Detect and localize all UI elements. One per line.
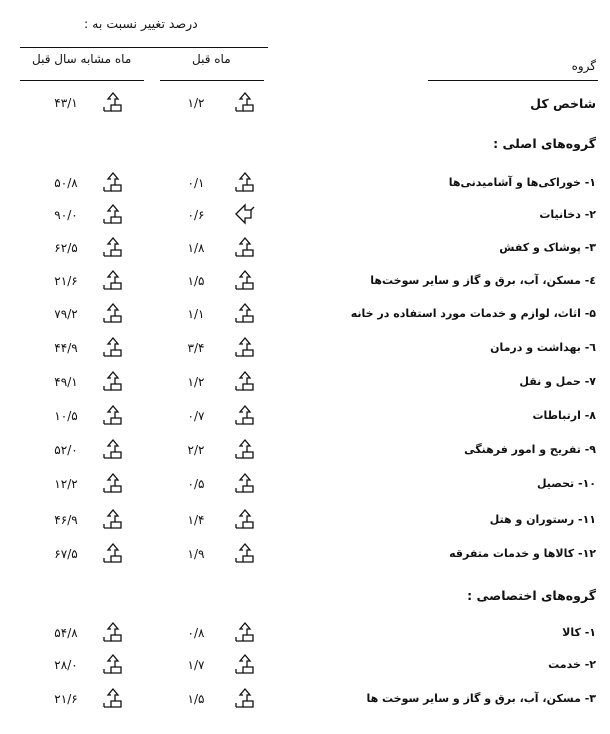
up-arrow-icon: [233, 542, 257, 564]
prev-year-value: ۲۸/۰: [54, 658, 78, 672]
prev-month-value: ۱/۲: [187, 96, 205, 110]
prev-month-value: ۳/۴: [187, 341, 205, 355]
prev-month-value: ۰/۶: [187, 208, 205, 222]
up-arrow-icon: [101, 336, 125, 358]
total-index-label: شاخص کل: [530, 96, 596, 111]
up-arrow-icon: [233, 438, 257, 460]
header-top-rule: [20, 47, 268, 48]
up-arrow-icon: [101, 687, 125, 709]
group-row-label: ۷- حمل و نقل: [519, 375, 596, 388]
group-row-label: ۱۲- کالاها و خدمات متفرقه: [449, 547, 596, 560]
up-arrow-icon: [101, 203, 125, 225]
up-arrow-icon: [233, 508, 257, 530]
main-groups-title: گروه‌های اصلی :: [493, 136, 596, 151]
prev-year-value: ۵۴/۸: [54, 626, 78, 640]
up-arrow-icon: [233, 336, 257, 358]
prev-month-value: ۰/۵: [187, 477, 205, 491]
group-row-label: ۱- خوراکی‌ها و آشامیدنی‌ها: [448, 176, 596, 189]
group-header-rule: [428, 80, 598, 81]
up-arrow-icon: [233, 653, 257, 675]
prev-year-value: ۵۰/۸: [54, 176, 78, 190]
up-arrow-icon: [101, 236, 125, 258]
up-arrow-icon: [233, 472, 257, 494]
up-arrow-icon: [233, 171, 257, 193]
up-arrow-icon: [233, 236, 257, 258]
up-arrow-icon: [233, 91, 257, 113]
group-row-label: ۲- خدمت: [548, 658, 596, 671]
prev-year-value: ۷۹/۲: [54, 307, 78, 321]
prev-month-value: ۱/۲: [187, 375, 205, 389]
prev-year-value: ۴۹/۱: [54, 375, 78, 389]
prev-month-value: ۱/۴: [187, 513, 205, 527]
prev-month-value: ۱/۹: [187, 547, 205, 561]
prev-month-value: ۱/۵: [187, 274, 205, 288]
down-arrow-icon: [233, 203, 257, 225]
up-arrow-icon: [101, 171, 125, 193]
group-row-label: ۳- مسکن، آب، برق و گاز و سایر سوخت ها: [366, 692, 596, 705]
prev-year-value: ۲۱/۶: [54, 274, 78, 288]
group-row-label: ۱- کالا: [562, 626, 596, 639]
prev-month-header-rule: [160, 80, 264, 81]
prev-year-value: ۹۰/۰: [54, 208, 78, 222]
prev-year-value: ۴۴/۹: [54, 341, 78, 355]
prev-month-value: ۱/۸: [187, 241, 205, 255]
prev-year-value: ۶۷/۵: [54, 547, 78, 561]
up-arrow-icon: [233, 370, 257, 392]
prev-month-value: ۰/۸: [187, 626, 205, 640]
group-row-label: ۳- پوشاک و کفش: [499, 241, 596, 254]
up-arrow-icon: [101, 621, 125, 643]
prev-year-value: ۲۱/۶: [54, 692, 78, 706]
col-header-prev-month: ماه قبل: [192, 52, 231, 66]
prev-month-value: ۰/۷: [187, 409, 205, 423]
prev-year-value: ۱۰/۵: [54, 409, 78, 423]
up-arrow-icon: [101, 370, 125, 392]
group-row-label: ۱۰- تحصیل: [536, 477, 596, 490]
special-groups-title: گروه‌های اختصاصی :: [467, 588, 596, 603]
group-row-label: ۵- اثاث، لوازم و خدمات مورد استفاده در خانه: [350, 307, 596, 320]
up-arrow-icon: [233, 404, 257, 426]
change-percent-header: درصد تغییر نسبت به :: [84, 16, 198, 31]
prev-month-value: ۱/۱: [187, 307, 205, 321]
up-arrow-icon: [101, 302, 125, 324]
prev-month-value: ۲/۲: [187, 443, 205, 457]
prev-year-value: ۱۲/۲: [54, 477, 78, 491]
group-row-label: ٦- بهداشت و درمان: [490, 341, 596, 354]
group-row-label: ۲- دخانیات: [539, 208, 596, 221]
prev-year-value: ۶۲/۵: [54, 241, 78, 255]
group-row-label: ٤- مسکن، آب، برق و گاز و سایر سوخت‌ها: [370, 274, 596, 287]
up-arrow-icon: [233, 302, 257, 324]
up-arrow-icon: [101, 91, 125, 113]
up-arrow-icon: [233, 269, 257, 291]
up-arrow-icon: [233, 621, 257, 643]
col-header-group: گروه: [571, 59, 596, 73]
prev-year-value: ۴۳/۱: [54, 96, 78, 110]
up-arrow-icon: [101, 269, 125, 291]
group-row-label: ۸- ارتباطات: [532, 409, 596, 422]
prev-month-value: ۰/۱: [187, 176, 205, 190]
prev-month-value: ۱/۵: [187, 692, 205, 706]
up-arrow-icon: [101, 653, 125, 675]
group-row-label: ۹- تفریح و امور فرهنگی: [464, 443, 596, 456]
group-row-label: ۱۱- رستوران و هتل: [489, 513, 596, 526]
up-arrow-icon: [101, 508, 125, 530]
col-header-prev-year: ماه مشابه سال قبل: [32, 52, 132, 66]
prev-year-value: ۴۶/۹: [54, 513, 78, 527]
prev-year-header-rule: [20, 80, 144, 81]
up-arrow-icon: [233, 687, 257, 709]
up-arrow-icon: [101, 404, 125, 426]
prev-year-value: ۵۲/۰: [54, 443, 78, 457]
up-arrow-icon: [101, 438, 125, 460]
up-arrow-icon: [101, 472, 125, 494]
up-arrow-icon: [101, 542, 125, 564]
prev-month-value: ۱/۷: [187, 658, 205, 672]
